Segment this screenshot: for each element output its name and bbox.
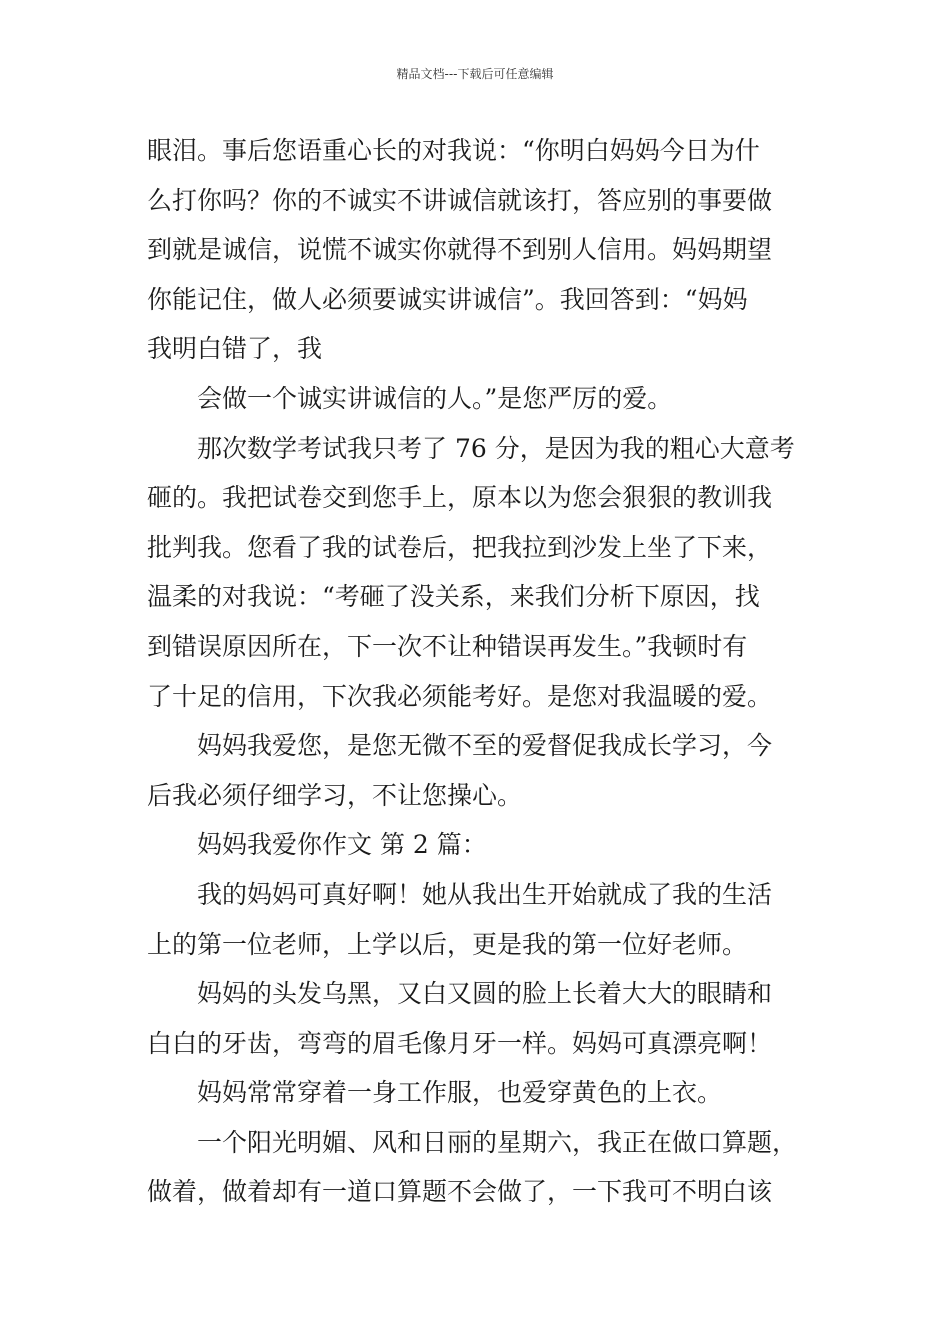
text-line: 妈妈的头发乌黑，又白又圆的脸上长着大大的眼睛和 [197,979,773,1009]
text-line: 上的第一位老师，上学以后，更是我的第一位好老师。 [147,929,748,959]
text-line: 了十足的信用，下次我必须能考好。是您对我温暖的爱。 [147,681,773,711]
text-line: 砸的。我把试卷交到您手上，原本以为您会狠狠的教训我 [147,483,773,513]
page-header: 精品文档---下载后可任意编辑 [396,67,554,81]
text-line: 后我必须仔细学习，不让您操心。 [147,780,523,810]
text-line: 我明白错了，我 [147,334,323,364]
text-line: 妈妈我爱您，是您无微不至的爱督促我成长学习，今 [197,731,773,761]
text-line: 温柔的对我说：“考砸了没关系，来我们分析下原因，找 [147,582,760,612]
text-line: 白白的牙齿，弯弯的眉毛像月牙一样。妈妈可真漂亮啊！ [147,1028,773,1058]
text-line: 妈妈常常穿着一身工作服，也爱穿黄色的上衣。 [197,1078,723,1108]
text-line: 眼泪。事后您语重心长的对我说：“你明白妈妈今日为什 [147,136,760,165]
text-line: 那次数学考试我只考了 76 分，是因为我的粗心大意考 [197,433,795,463]
text-line: 你能记住，做人必须要诚实讲诚信”。我回答到：“妈妈 [147,284,748,314]
text-line: 批判我。您看了我的试卷后，把我拉到沙发上坐了下来， [147,532,773,562]
section-heading: 妈妈我爱你作文 第 2 篇： [197,830,487,860]
document-body [147,126,827,1217]
text-line: 一个阳光明媚、风和日丽的星期六，我正在做口算题， [197,1127,798,1157]
text-line: 么打你吗？你的不诚实不讲诚信就该打，答应别的事要做 [147,185,773,215]
text-line: 会做一个诚实讲诚信的人。”是您严厉的爱。 [197,383,673,413]
text-line: 到错误原因所在，下一次不让种错误再发生。”我顿时有 [147,631,748,661]
text-line: 到就是诚信，说慌不诚实你就得不到别人信用。妈妈期望 [147,235,773,265]
text-line: 做着，做着却有一道口算题不会做了，一下我可不明白该 [147,1177,773,1207]
text-line: 我的妈妈可真好啊！她从我出生开始就成了我的生活 [197,879,773,909]
